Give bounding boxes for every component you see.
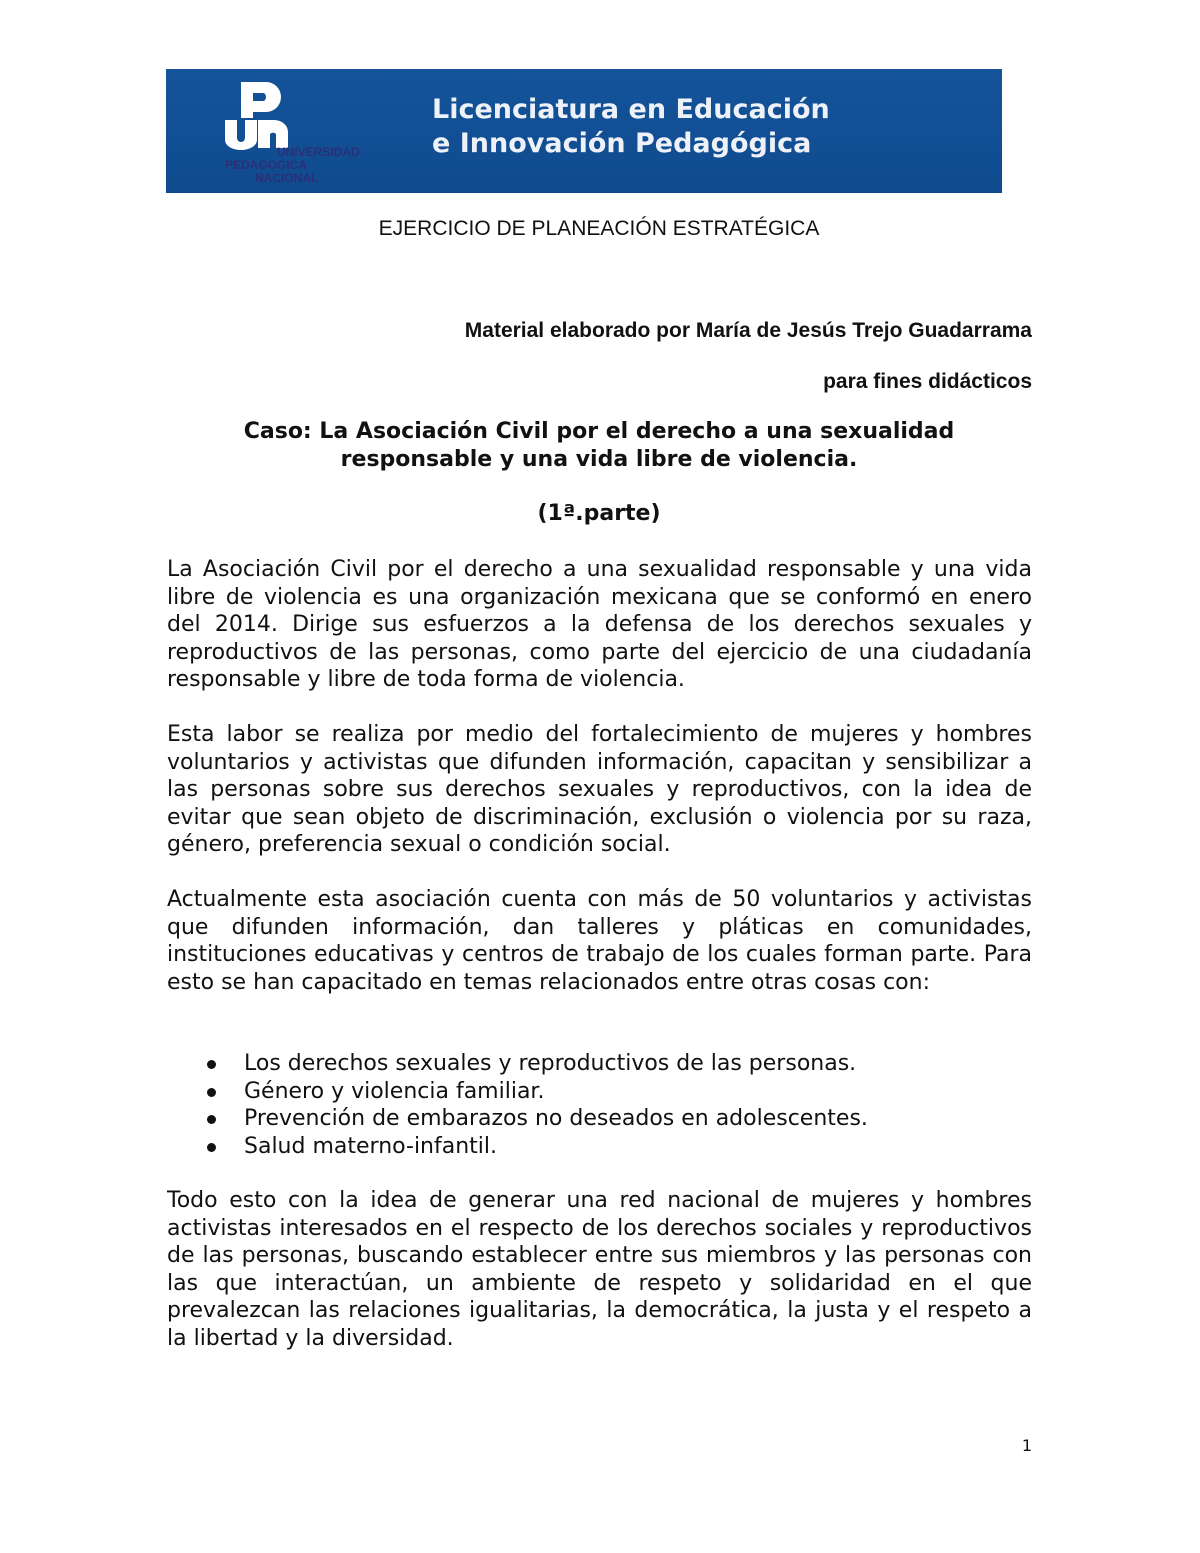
author-line: Material elaborado por María de Jesús Trejo Guadarrama xyxy=(464,319,1032,342)
paragraph-2: Esta labor se realiza por medio del fortalecimiento de mujeres y hombres voluntarios y activistas que difunden información, capacitan y sensibilizar a las personas sobre sus derechos sexuales y reproductivos, con la idea de evitar que sean objeto de discriminación, exclusión o violencia por su raza, género, preferencia sexual o condición social. xyxy=(167,722,1032,857)
list-item-text: Los derechos sexuales y reproductivos de las personas. xyxy=(244,1051,857,1076)
upn-logo xyxy=(222,80,360,190)
logo-text-line-1: UNIVERSIDAD xyxy=(277,145,360,159)
part-label: (1ª.parte) xyxy=(537,501,661,526)
purpose-line: para fines didácticos xyxy=(823,370,1032,393)
bullet-icon xyxy=(207,1060,216,1069)
case-title xyxy=(166,418,1032,474)
program-title-line-2: e Innovación Pedagógica xyxy=(432,128,812,159)
logo-text-line-3: NACIONAL xyxy=(255,171,319,185)
list-item-text: Género y violencia familiar. xyxy=(244,1078,545,1104)
list-item-text: Prevención de embarazos no deseados en adolescentes. xyxy=(244,1106,868,1131)
paragraph-1: La Asociación Civil por el derecho a una sexualidad responsable y una vida libre de violencia es una organización mexicana que se conformó en enero del 2014. Dirige sus esfuerzos a la defensa de los derechos sexuales y reproductivos de las personas, como parte del ejercicio de una ciudadanía responsable y libre de toda forma de violencia. xyxy=(167,557,1032,692)
list-item xyxy=(167,1133,1032,1161)
list-item xyxy=(167,1105,1032,1133)
paragraph-4: Todo esto con la idea de generar una red nacional de mujeres y hombres activistas interesados en el respecto de los derechos sociales y reproductivos de las personas, buscando establecer entre sus miembros y las personas con las que interactúan, un ambiente de respeto y solidaridad en el que prevalezcan las relaciones igualitarias, la democrática, la justa y el respeto a la libertad y la diversidad. xyxy=(167,1188,1032,1351)
document-heading: EJERCICIO DE PLANEACIÓN ESTRATÉGICA xyxy=(378,217,820,240)
case-title-line-2: responsable y una vida libre de violencia. xyxy=(340,447,858,472)
case-title-line-1: Caso: La Asociación Civil por el derecho a una sexualidad xyxy=(243,419,955,444)
bullet-icon xyxy=(207,1088,216,1097)
topics-list xyxy=(167,1050,1032,1160)
header-banner xyxy=(166,69,1002,193)
list-item xyxy=(167,1050,1032,1078)
bullet-icon xyxy=(207,1143,216,1152)
program-title-line-1: Licenciatura en Educación xyxy=(432,94,830,125)
list-item xyxy=(167,1078,1032,1106)
bullet-icon xyxy=(207,1115,216,1124)
logo-text-line-2: PEDAGOGICA xyxy=(225,158,308,172)
page-number: 1 xyxy=(1021,1436,1032,1455)
list-item-text: Salud materno-infantil. xyxy=(244,1133,498,1159)
paragraph-3: Actualmente esta asociación cuenta con más de 50 voluntarios y activistas que difunden información, dan talleres y pláticas en comunidades, instituciones educativas y centros de trabajo de los cuales forman parte. Para esto se han capacitado en temas relacionados entre otras cosas con: xyxy=(167,887,1032,995)
upn-logo-icon xyxy=(222,80,352,150)
program-title xyxy=(432,93,830,161)
